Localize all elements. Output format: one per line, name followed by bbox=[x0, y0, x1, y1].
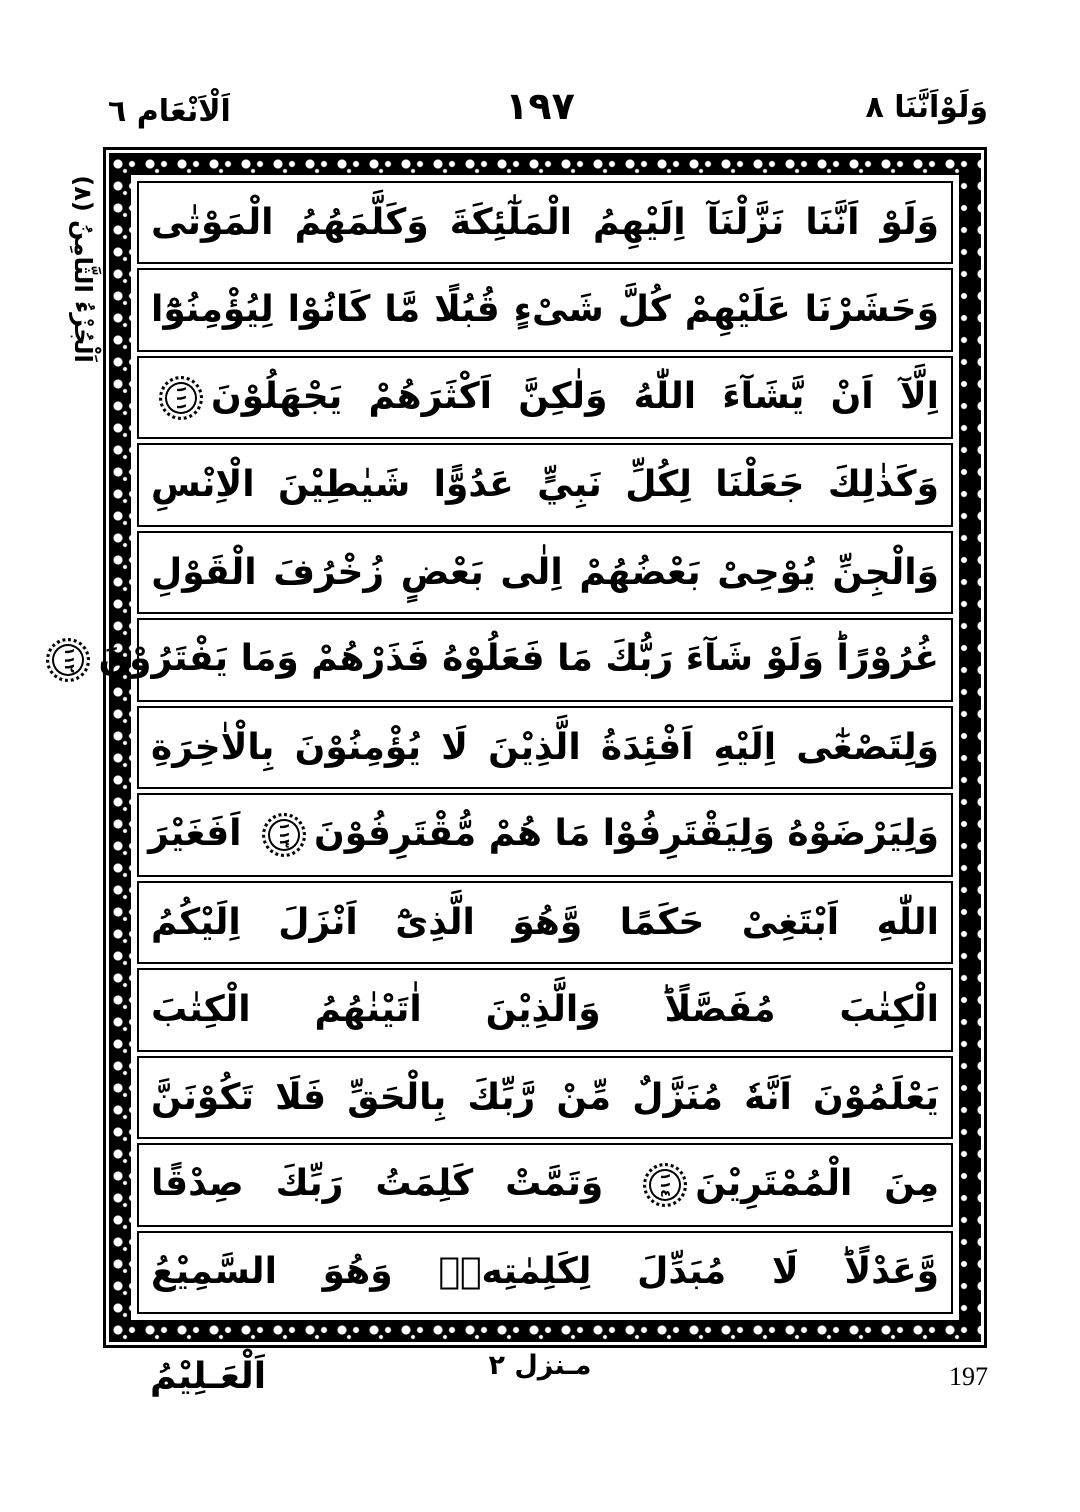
quran-line-text: الْكِتٰبَ مُفَصَّلًاؕ وَالَّذِيْنَ اٰتَيْنٰهُمُ الْكِتٰبَ bbox=[151, 989, 939, 1031]
ayah-marker bbox=[643, 1163, 687, 1207]
quran-line bbox=[137, 356, 953, 439]
quran-line-text: يَعْلَمُوْنَ اَنَّهٗ مُنَزَّلٌ مِّنْ رَّبِّكَ بِالْحَقِّ فَلَا تَكُوْنَنَّ bbox=[151, 1076, 939, 1118]
quran-line-text: وَلَوْ اَنَّنَا نَزَّلْنَآ اِلَيْهِمُ الْمَلٰٓئِكَةَ وَكَلَّمَهُمُ الْمَوْتٰى bbox=[151, 201, 939, 243]
quran-line-text: وَحَشَرْنَا عَلَيْهِمْ كُلَّ شَىْءٍ قُبُلًا مَّا كَانُوْا لِيُؤْمِنُوْٓا bbox=[151, 289, 939, 331]
ayah-number: ١١١ bbox=[173, 384, 190, 411]
quran-line bbox=[60, 618, 953, 701]
quran-line bbox=[137, 968, 953, 1051]
quran-line bbox=[137, 531, 953, 614]
quran-line-text: غُرُوْرًاؕ وَلَوْ شَآءَ رَبُّكَ مَا فَعَلُوْهُ فَذَرْهُمْ وَمَا يَفْتَرُوْنَ ١١٢ bbox=[139, 638, 951, 682]
quran-line-text: وَالْجِنِّ يُوْحِىْ بَعْضُهُمْ اِلٰى بَعْضٍ زُخْرُفَ الْقَوْلِ bbox=[151, 551, 939, 593]
footer-manzil-label: مـنزل ٢ bbox=[488, 1350, 592, 1381]
quran-line bbox=[137, 1231, 953, 1314]
quran-line-text: وَلِيَرْضَوْهُ وَلِيَقْتَرِفُوْا مَا هُمْ مُّقْتَرِفُوْنَ ١١٣ اَفَغَيْرَ bbox=[139, 813, 951, 857]
header-page-number-arabic: ١٩٧ bbox=[505, 84, 575, 128]
ayah-marker bbox=[262, 813, 306, 857]
quran-line bbox=[137, 181, 953, 264]
footer-catchword: اَلْعَـلِيْمُ bbox=[150, 1356, 267, 1397]
header-juz-phrase-label: وَلَوْاَنَّنَا ٨ bbox=[865, 90, 988, 125]
quran-line bbox=[137, 268, 953, 351]
quran-line bbox=[137, 881, 953, 964]
quran-line bbox=[137, 443, 953, 526]
footer-page-number: 197 bbox=[949, 1362, 988, 1391]
quran-line-text: وَّعَدْلًاؕ لَا مُبَدِّلَ لِكَلِمٰتِهٖۚ وَهُوَ السَّمِيْعُ bbox=[151, 1251, 939, 1293]
ayah-number: ١١٣ bbox=[276, 822, 293, 848]
quran-line-text: اِلَّآ اَنْ يَّشَآءَ اللّٰهُ وَلٰكِنَّ اَكْثَرَهُمْ يَجْهَلُوْنَ ١١١ bbox=[139, 376, 951, 420]
quran-line-text: اللّٰهِ اَبْتَغِىْ حَكَمًا وَّهُوَ الَّذِىْٓ اَنْزَلَ اِلَيْكُمُ bbox=[151, 901, 939, 943]
quran-line-text: مِنَ الْمُمْتَرِيْنَ ١١٤ وَتَمَّتْ كَلِمَتُ رَبِّكَ صِدْقًا bbox=[139, 1163, 951, 1207]
ayah-number: ١١٢ bbox=[60, 647, 77, 673]
quran-line bbox=[137, 706, 953, 789]
juz-side-label: اَلْجُزْءُ الثَّامِنُ (٨) bbox=[69, 175, 97, 363]
quran-line bbox=[137, 1143, 953, 1226]
header-surah-label: اَلْاَنْعَام ٦ bbox=[108, 94, 231, 129]
quran-line-text: وَكَذٰلِكَ جَعَلْنَا لِكُلِّ نَبِيٍّ عَدُوًّا شَيٰطِيْنَ الْاِنْسِ bbox=[151, 464, 939, 506]
quran-line-text: وَلِتَصْغٰٓى اِلَيْهِ اَفْئِدَةُ الَّذِيْنَ لَا يُؤْمِنُوْنَ بِالْاٰخِرَةِ bbox=[151, 726, 939, 768]
ayah-number: ١١٤ bbox=[657, 1172, 674, 1198]
ayah-marker bbox=[159, 376, 203, 420]
quran-line bbox=[137, 793, 953, 876]
ayah-marker bbox=[46, 638, 90, 682]
quran-line bbox=[137, 1056, 953, 1139]
